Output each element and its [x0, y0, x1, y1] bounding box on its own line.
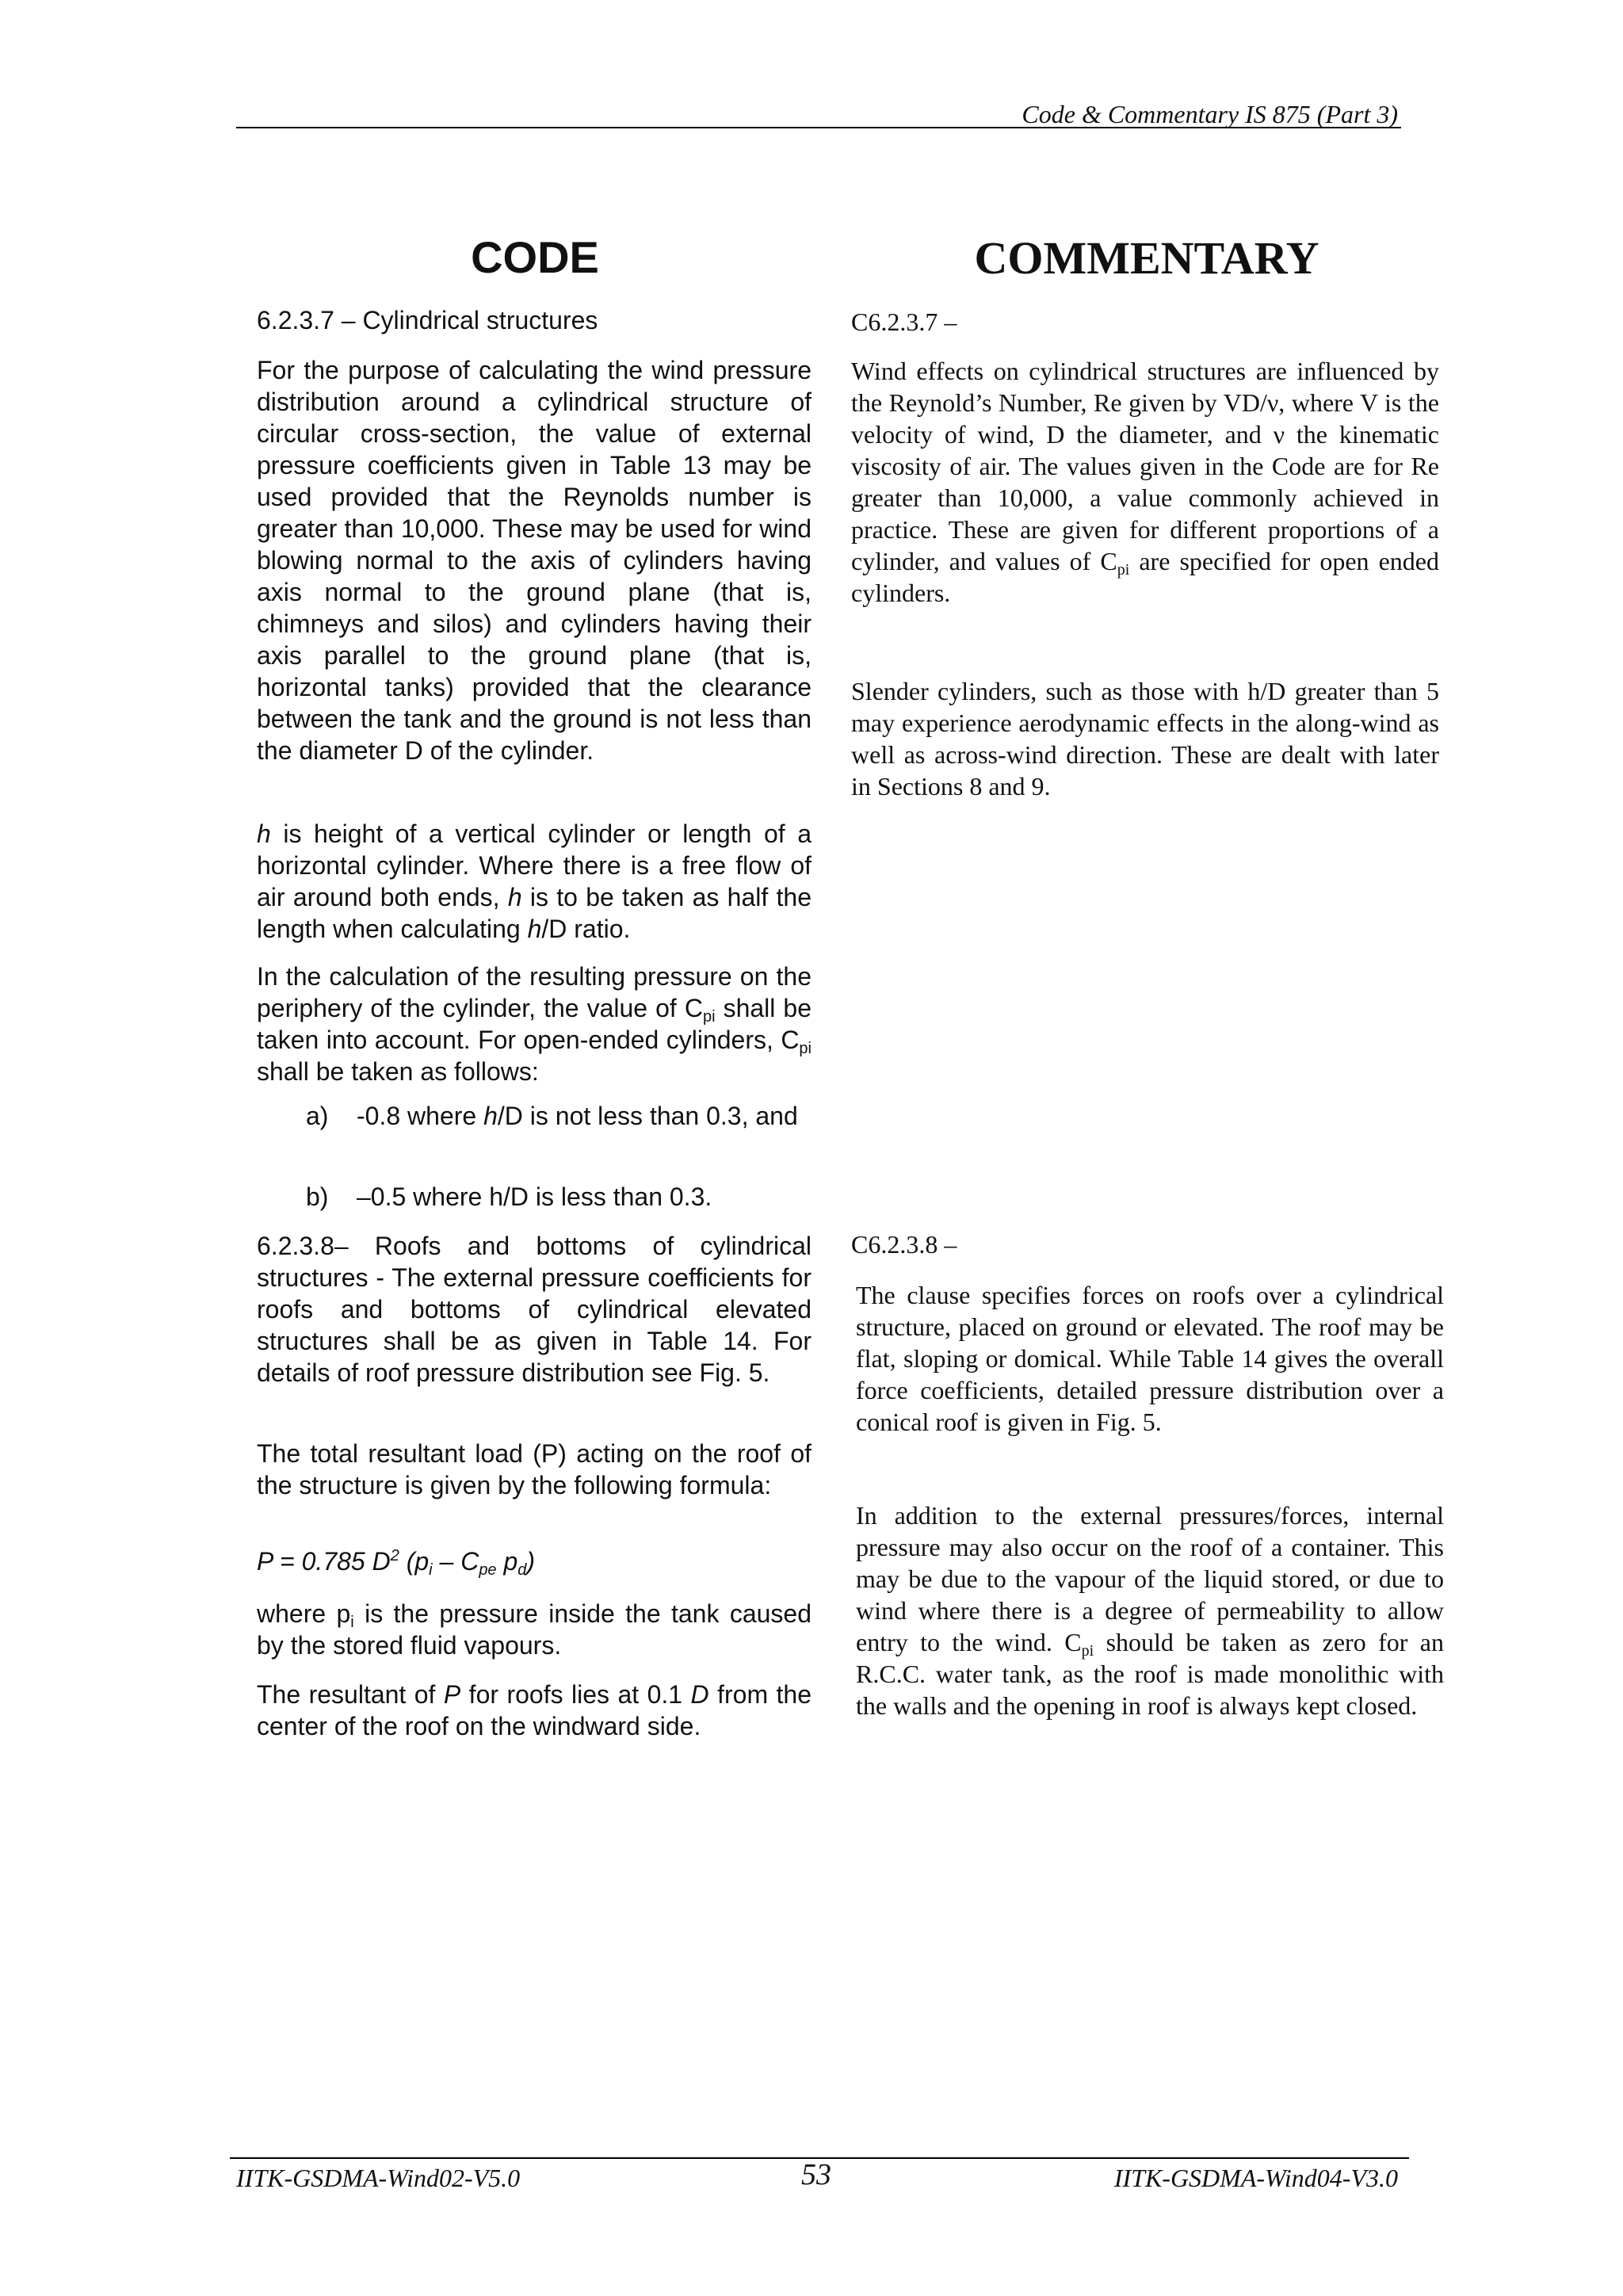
load-formula: P = 0.785 $D^2$ ($p_i - C_{pe}$ $p_d$) — [257, 1547, 536, 1579]
code-paragraph-where: where $p_i$ is the pressure inside the tank caused by the stored fluid vapours. — [257, 1599, 812, 1660]
code-paragraph-height: h is height of a vertical cylinder or length of a horizontal cylinder. Where there is a free flow of air around both ends, h is to be taken as half the length when calculating h/D ratio. — [257, 819, 812, 943]
code-column-heading: CODE — [471, 232, 599, 282]
var-h: h — [527, 915, 542, 943]
commentary-column-heading: COMMENTARY — [974, 232, 1319, 284]
code-paragraph-internal-pressure: In the calculation of the resulting pressure on the periphery of the cylinder, the value of $C_{pi}$ shall be taken into account. For open-ended cylinders, $C_{pi}$ shall be taken as follows: — [257, 962, 812, 1086]
list-text: -0.8 where h/D is not less than 0.3, and — [357, 1102, 798, 1130]
commentary-section-title-6238: C6.2.3.8 – — [851, 1230, 957, 1259]
list-label: b) — [306, 1182, 329, 1211]
running-header: Code & Commentary IS 875 (Part 3) — [1022, 100, 1398, 128]
code-section-title-6237: 6.2.3.7 – Cylindrical structures — [257, 306, 598, 334]
code-paragraph-total-load: The total resultant load (P) acting on the roof of the structure is given by the following formula: — [257, 1439, 812, 1499]
footer-doc-id-left: IITK-GSDMA-Wind02-V5.0 — [236, 2164, 521, 2192]
code-section-title-6238: 6.2.3.8– — [257, 1232, 349, 1260]
commentary-paragraph-internal: In addition to the external pressures/forces, internal pressure may also occur on the roof of a container. This may be due to the vapour of the liquid stored, or due to wind where there is a degree of permeability to allow entry to the wind. $C_{pi}$ should be taken as zero for an R.C.C. water tank, as the roof is made monolithic with the walls and the opening in roof is always kept closed. — [856, 1501, 1445, 1720]
commentary-section-title-6237: C6.2.3.7 – — [851, 308, 957, 336]
commentary-paragraph-reynolds: Wind effects on cylindrical structures are influenced by the Reynold’s Number, Re given by VD/ν, where V is the velocity of wind, D the diameter, and ν the kinematic viscosity of air. The values given in the Code are for Re greater than 10,000, a value commonly achieved in practice. These are given for different proportions of a cylinder, and values of $C_{pi}$ are specified for open ended cylinders. — [851, 357, 1440, 607]
code-section-6238: 6.2.3.8– Roofs and bottoms of cylindrical structures - The external pressure coefficients for roofs and bottoms of cylindrical elevated structures shall be as given in Table 14. For details of roof pressure distribution see Fig. 5. — [257, 1232, 812, 1387]
commentary-paragraph-roofs: The clause specifies forces on roofs over a cylindrical structure, placed on ground or elevated. The roof may be flat, sloping or domical. While Table 14 gives the overall force coefficients, detailed pressure distribution over a conical roof is given in Fig. 5. — [856, 1281, 1444, 1436]
var-h: h — [507, 883, 522, 911]
footer-doc-id-right: IITK-GSDMA-Wind04-V3.0 — [1113, 2164, 1398, 2192]
list-label: a) — [306, 1102, 329, 1130]
code-paragraph-resultant: The resultant of P for roofs lies at 0.1 D from the center of the roof on the windward side. — [257, 1680, 812, 1740]
code-paragraph-cylindrical: For the purpose of calculating the wind pressure distribution around a cylindrical structure of circular cross-section, the value of external pressure coefficients given in Table 13 may be used provided that the Reynolds number is greater than 10,000. These may be used for wind blowing normal to the axis of cylinders having axis normal to the ground plane (that is, chimneys and silos) and cylinders having their axis parallel to the ground plane (that is, horizontal tanks) provided that the clearance between the tank and the ground is not less than the diameter D of the cylinder. — [257, 356, 812, 765]
commentary-paragraph-slender: Slender cylinders, such as those with h/D greater than 5 may experience aerodynamic effects in the along-wind as well as across-wind direction. These are dealt with later in Sections 8 and 9. — [851, 677, 1439, 800]
var-h: h — [257, 819, 271, 848]
header-rule — [236, 127, 1401, 128]
page-number: 53 — [801, 2158, 831, 2191]
list-text: –0.5 where h/D is less than 0.3. — [357, 1182, 712, 1211]
